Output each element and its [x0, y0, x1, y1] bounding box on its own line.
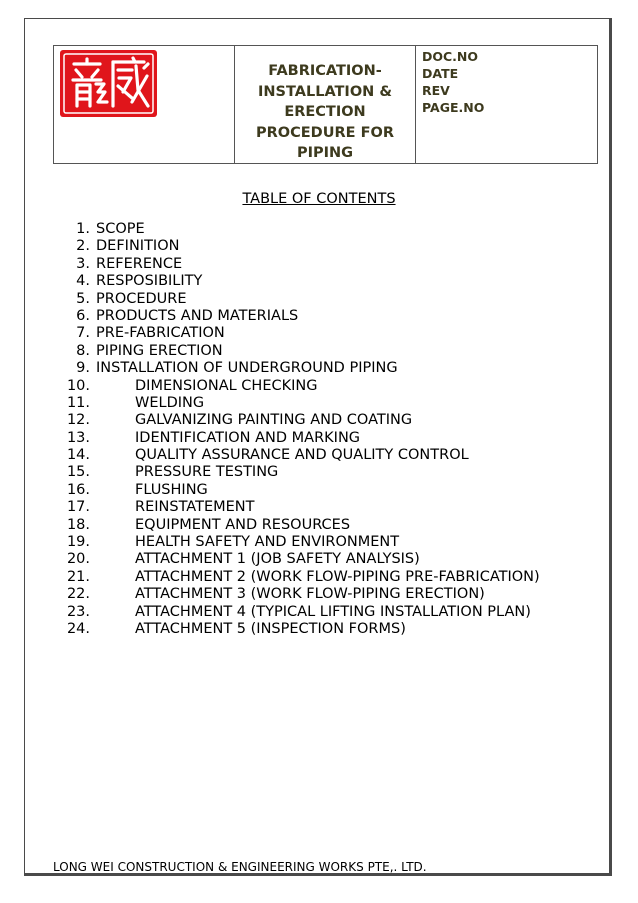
toc-item-number: 22. — [66, 586, 90, 603]
toc-item — [58, 551, 598, 568]
toc-item-label: REFERENCE — [96, 255, 183, 272]
document-title-cell — [235, 46, 416, 163]
toc-item — [58, 360, 598, 377]
title-line: FABRICATION- — [268, 63, 382, 80]
footer-company-name: LONG WEI CONSTRUCTION & ENGINEERING WORKS PTE,. LTD. — [53, 860, 427, 874]
toc-item-number: 24. — [66, 620, 90, 637]
toc-item — [58, 464, 598, 481]
title-line: PIPING — [296, 145, 354, 162]
toc-item-label: ATTACHMENT 2 (WORK FLOW-PIPING PRE-FABRICATION) — [135, 568, 540, 585]
toc-item-label: ATTACHMENT 3 (WORK FLOW-PIPING ERECTION) — [135, 586, 485, 603]
toc-item — [58, 325, 598, 342]
toc-item-label: SCOPE — [96, 221, 145, 237]
logo-cell — [54, 46, 235, 163]
toc-item-label: QUALITY ASSURANCE AND QUALITY CONTROL — [135, 447, 469, 464]
toc-item-number: 18. — [66, 516, 90, 533]
toc-item — [58, 604, 598, 621]
toc-item-number: 11. — [66, 394, 90, 411]
toc-heading: TABLE OF CONTENTS — [242, 191, 396, 207]
page-no-label: PAGE.NO — [422, 100, 485, 115]
toc-item-number: 21. — [66, 568, 90, 585]
toc-item-number: 9. — [76, 360, 90, 377]
toc-item — [58, 308, 598, 325]
toc-item-label: PRODUCTS AND MATERIALS — [96, 307, 299, 324]
toc-item-number: 3. — [76, 255, 90, 272]
toc-item — [58, 378, 598, 395]
toc-item — [58, 569, 598, 586]
toc-item-label: PRESSURE TESTING — [135, 464, 279, 481]
toc-item — [58, 517, 598, 534]
toc-item-label: PIPING ERECTION — [96, 342, 223, 359]
toc-item-label: DEFINITION — [96, 238, 180, 255]
toc-item-number: 5. — [76, 290, 90, 307]
toc-item — [58, 256, 598, 273]
toc-item-label: INSTALLATION OF UNDERGROUND PIPING — [96, 360, 398, 377]
toc-item-number: 7. — [76, 325, 90, 342]
rev-label: REV — [422, 83, 450, 98]
toc-item-number: 2. — [76, 238, 90, 255]
toc-item-label: EQUIPMENT AND RESOURCES — [135, 516, 351, 533]
toc-item-number: 23. — [66, 603, 90, 620]
toc-item-label: ATTACHMENT 5 (INSPECTION FORMS) — [135, 620, 406, 637]
toc-item-number: 15. — [66, 464, 90, 481]
toc-item-label: PRE-FABRICATION — [96, 325, 225, 342]
toc-item-number: 1. — [76, 221, 90, 237]
toc-item-number: 19. — [66, 534, 90, 551]
toc-item-number: 12. — [66, 412, 90, 429]
toc-item — [58, 273, 598, 290]
toc-item — [58, 499, 598, 516]
toc-item-label: HEALTH SAFETY AND ENVIRONMENT — [135, 534, 400, 551]
company-seal-logo — [60, 50, 157, 117]
title-line: INSTALLATION & — [258, 83, 392, 100]
toc-item — [58, 238, 598, 255]
toc-item — [58, 343, 598, 360]
document-title — [256, 45, 394, 164]
doc-no-label: DOC.NO — [422, 49, 479, 64]
toc-item-number: 16. — [66, 481, 90, 498]
toc-item — [58, 621, 598, 638]
toc-item-label: WELDING — [135, 394, 205, 411]
toc-item-number: 20. — [66, 551, 90, 568]
toc-item-label: REINSTATEMENT — [135, 499, 255, 516]
document-header — [53, 45, 598, 164]
toc-list — [58, 221, 598, 638]
toc-item-label: RESPOSIBILITY — [96, 273, 203, 290]
toc-item-label: ATTACHMENT 4 (TYPICAL LIFTING INSTALLATION PLAN) — [135, 603, 531, 620]
toc-item — [58, 291, 598, 308]
toc-item-label: PROCEDURE — [96, 290, 187, 307]
toc-item — [58, 534, 598, 551]
toc-item-number: 8. — [76, 342, 90, 359]
toc-item — [58, 482, 598, 499]
date-label: DATE — [422, 66, 459, 81]
toc-item-label: ATTACHMENT 1 (JOB SAFETY ANALYSIS) — [135, 551, 420, 568]
title-line: PROCEDURE FOR — [256, 124, 394, 141]
toc-item-label: IDENTIFICATION AND MARKING — [135, 429, 361, 446]
toc-item-number: 13. — [66, 429, 90, 446]
toc-item-number: 4. — [76, 273, 90, 290]
toc-item-number: 6. — [76, 307, 90, 324]
toc-item-label: DIMENSIONAL CHECKING — [135, 377, 318, 394]
title-line: ERECTION — [284, 104, 366, 121]
toc-item-number: 14. — [66, 447, 90, 464]
toc-item — [58, 221, 598, 238]
toc-item — [58, 586, 598, 603]
toc-item-number: 10. — [66, 377, 90, 394]
toc-item-number: 17. — [66, 499, 90, 516]
toc-item-label: FLUSHING — [135, 481, 208, 498]
toc-item — [58, 447, 598, 464]
toc-item-label: GALVANIZING PAINTING AND COATING — [135, 412, 413, 429]
document-meta-cell — [416, 46, 597, 163]
toc-item — [58, 395, 598, 412]
toc-item — [58, 412, 598, 429]
toc-item — [58, 430, 598, 447]
